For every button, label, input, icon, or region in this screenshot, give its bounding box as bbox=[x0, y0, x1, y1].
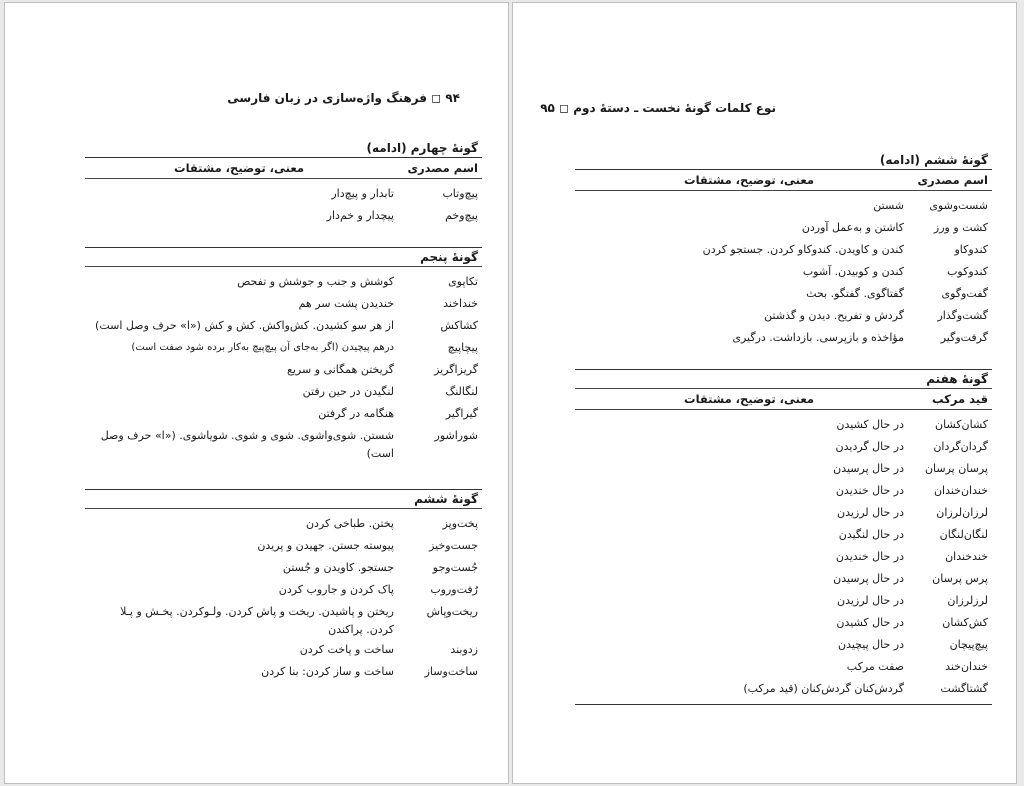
column-header-term: اسم مصدری bbox=[917, 173, 988, 187]
page-header: ۹۴ ◻ فرهنگ واژه‌سازی در زبان فارسی bbox=[227, 91, 460, 105]
section-title: گونهٔ پنجم bbox=[420, 250, 478, 264]
entry-term: خندان‌خندان bbox=[933, 484, 988, 497]
entry-row bbox=[575, 217, 992, 239]
entry-term: جُست‌وجو bbox=[432, 561, 478, 574]
entry-row bbox=[575, 502, 992, 524]
entry-term: پرسان پرسان bbox=[924, 462, 988, 475]
entry-term: شوراشور bbox=[434, 429, 478, 442]
entry-list bbox=[575, 191, 992, 349]
entry-term: لرزلرزان bbox=[947, 594, 988, 607]
entry-definition: از هر سو کشیدن. کش‌واکش. کش و کش («ا» حرف وصل است) bbox=[95, 319, 394, 332]
entry-row bbox=[575, 678, 992, 700]
entry-definition: لنگیدن در حین رفتن bbox=[302, 385, 394, 398]
entry-list bbox=[85, 509, 482, 683]
entry-term: پرس پرسان bbox=[932, 572, 988, 585]
entry-row bbox=[85, 425, 482, 463]
entry-term: گریزاگریز bbox=[434, 363, 478, 376]
entry-term: خنداخند bbox=[443, 297, 478, 310]
entry-definition: کوشش و جنب و جوشش و تفحص bbox=[237, 275, 394, 288]
section-title: گونهٔ چهارم (ادامه) bbox=[366, 141, 478, 155]
entry-term: پیچ‌پیچان bbox=[949, 638, 988, 651]
entry-definition: مؤاخذه و بازپرسی. بازداشت. درگیری bbox=[732, 331, 904, 344]
entry-term: کندوکوب bbox=[947, 265, 988, 278]
entry-row bbox=[85, 315, 482, 337]
entry-term: پخت‌وپز bbox=[442, 517, 478, 530]
entry-term: شست‌وشوی bbox=[929, 199, 988, 212]
section-type-4-continued bbox=[85, 139, 482, 227]
column-headers bbox=[575, 170, 992, 190]
entry-term: لنگان‌لنگان bbox=[939, 528, 988, 541]
entry-definition: در حال لنگیدن bbox=[838, 528, 904, 541]
entry-term: تکاپوی bbox=[448, 275, 478, 288]
entry-term: کشان‌کشان bbox=[935, 418, 988, 431]
entry-row bbox=[85, 183, 482, 205]
entry-term: ساخت‌وساز bbox=[424, 665, 478, 678]
entry-row bbox=[85, 661, 482, 683]
column-header-meaning: معنی، توضیح، مشتقات bbox=[684, 173, 814, 187]
entry-term: پیچ‌وخم bbox=[445, 209, 478, 222]
right-page bbox=[512, 2, 1017, 784]
entry-definition: کاشتن و به‌عمل آوردن bbox=[801, 221, 904, 234]
entry-row bbox=[85, 271, 482, 293]
entry-definition: ساخت و پاخت کردن bbox=[299, 643, 394, 656]
entry-row bbox=[575, 195, 992, 217]
entry-row bbox=[575, 414, 992, 436]
entry-term: کشت و ورز bbox=[933, 221, 988, 234]
entry-row bbox=[575, 261, 992, 283]
entry-term: خندخندان bbox=[945, 550, 988, 563]
entry-definition: جستجو. کاویدن و جُستن bbox=[282, 561, 394, 574]
entry-definition: ساخت و ساز کردن: بنا کردن bbox=[261, 665, 394, 678]
entry-definition: ریختن و پاشیدن. ریخت و پاش کردن. ولـوکردن. پخـش و پـلا کردن. پراکندن bbox=[120, 605, 394, 636]
column-header-term: قید مرکب bbox=[931, 392, 988, 406]
entry-definition: در حال کشیدن bbox=[836, 418, 904, 431]
entry-list bbox=[575, 410, 992, 700]
entry-definition: پختن. طباخی کردن bbox=[305, 517, 394, 530]
entry-definition: در حال پیچیدن bbox=[838, 638, 904, 651]
entry-term: گیراگیر bbox=[445, 407, 478, 420]
column-headers bbox=[575, 389, 992, 409]
entry-row bbox=[85, 601, 482, 639]
entry-definition: پیوسته جستن. جهیدن و پریدن bbox=[257, 539, 394, 552]
entry-definition: شستن. شوی‌واشوی. شوی و شوی. شویاشوی. («ا» حرف وصل است) bbox=[100, 429, 394, 460]
entry-row bbox=[575, 634, 992, 656]
column-headers bbox=[85, 158, 482, 178]
entry-definition: در حال لرزیدن bbox=[837, 594, 904, 607]
column-header-meaning: معنی، توضیح، مشتقات bbox=[684, 392, 814, 406]
entry-term: جست‌وخیز bbox=[429, 539, 478, 552]
entry-row bbox=[575, 656, 992, 678]
entry-definition: خندیدن پشت سر هم bbox=[298, 297, 394, 310]
entry-row bbox=[85, 403, 482, 425]
entry-term: گردان‌گردان bbox=[933, 440, 988, 453]
entry-row bbox=[85, 513, 482, 535]
entry-definition: در حال خندیدن bbox=[835, 484, 904, 497]
entry-term: زدوبند bbox=[450, 643, 478, 656]
page-header: نوع کلمات گونهٔ نخست ـ دستهٔ دوم ◻ ۹۵ bbox=[540, 101, 776, 115]
entry-term: کشاکش bbox=[440, 319, 478, 332]
entry-row bbox=[85, 639, 482, 661]
entry-definition: هنگامه در گرفتن bbox=[318, 407, 394, 420]
column-header-term: اسم مصدری bbox=[407, 161, 478, 175]
entry-row bbox=[85, 205, 482, 227]
entry-row bbox=[575, 480, 992, 502]
section-end-rule bbox=[575, 704, 992, 705]
entry-row bbox=[85, 381, 482, 403]
entry-definition: پاک کردن و جاروب کردن bbox=[278, 583, 394, 596]
entry-definition: در حال گردیدن bbox=[835, 440, 904, 453]
entry-term: ریخت‌وپاش bbox=[426, 605, 478, 618]
entry-row bbox=[575, 283, 992, 305]
entry-definition: کندن و کاویدن. کندوکاو کردن. جستجو کردن bbox=[702, 243, 904, 256]
entry-definition: گفتاگوی. گفتگو. بحث bbox=[806, 287, 904, 300]
entry-row bbox=[575, 305, 992, 327]
entry-definition: در حال کشیدن bbox=[836, 616, 904, 629]
entry-row bbox=[575, 590, 992, 612]
entry-row bbox=[575, 612, 992, 634]
entry-definition: گریختن همگانی و سریع bbox=[287, 363, 394, 376]
entry-row bbox=[575, 436, 992, 458]
entry-definition: در حال لرزیدن bbox=[837, 506, 904, 519]
entry-term: کندوکاو bbox=[954, 243, 988, 256]
entry-term: پیچ‌وتاب bbox=[442, 187, 478, 200]
section-type-5 bbox=[85, 247, 482, 463]
entry-term: پیچاپیچ bbox=[447, 341, 478, 354]
section-title: گونهٔ ششم bbox=[414, 492, 478, 506]
entry-term: گشتاگشت bbox=[940, 682, 988, 695]
section-type-7 bbox=[575, 369, 992, 705]
entry-definition: در حال پرسیدن bbox=[833, 462, 904, 475]
entry-definition: در حال پرسیدن bbox=[833, 572, 904, 585]
entry-row bbox=[575, 546, 992, 568]
entry-row bbox=[575, 458, 992, 480]
entry-row bbox=[85, 557, 482, 579]
entry-definition: پیچدار و خم‌دار bbox=[326, 209, 394, 222]
section-type-6-continued bbox=[575, 151, 992, 349]
entry-row bbox=[85, 579, 482, 601]
entry-definition: کندن و کوبیدن. آشوب bbox=[802, 265, 904, 278]
entry-term: لرزان‌لرزان bbox=[936, 506, 988, 519]
entry-term: گفت‌وگوی bbox=[941, 287, 988, 300]
section-title: گونهٔ ششم (ادامه) bbox=[879, 153, 988, 167]
entry-row bbox=[575, 568, 992, 590]
entry-row bbox=[85, 337, 482, 359]
entry-term: رُفت‌وروب bbox=[430, 583, 478, 596]
entry-row bbox=[575, 327, 992, 349]
entry-term: گرفت‌وگیر bbox=[940, 331, 988, 344]
entry-list bbox=[85, 179, 482, 227]
entry-row bbox=[575, 239, 992, 261]
entry-row bbox=[575, 524, 992, 546]
entry-definition: تابدار و پیچ‌دار bbox=[331, 187, 394, 200]
entry-term: کش‌کشان bbox=[942, 616, 988, 629]
entry-list bbox=[85, 267, 482, 463]
entry-definition: درهم پیچیدن (اگر به‌جای آن پیچ‌پیچ به‌کار برده شود صفت است) bbox=[131, 342, 394, 353]
entry-row bbox=[85, 293, 482, 315]
section-title: گونهٔ هفتم bbox=[926, 372, 988, 386]
entry-term: لنگالنگ bbox=[445, 385, 478, 398]
entry-term: خندان‌خند bbox=[945, 660, 988, 673]
left-page bbox=[4, 2, 509, 784]
entry-term: گشت‌وگذار bbox=[937, 309, 988, 322]
entry-definition: در حال خندیدن bbox=[835, 550, 904, 563]
entry-definition: صفت مرکب bbox=[846, 660, 904, 673]
entry-row bbox=[85, 359, 482, 381]
entry-definition: گردش‌کنان گردش‌کنان (قید مرکب) bbox=[743, 682, 904, 695]
entry-row bbox=[85, 535, 482, 557]
column-header-meaning: معنی، توضیح، مشتقات bbox=[174, 161, 304, 175]
section-type-6 bbox=[85, 489, 482, 683]
entry-definition: گردش و تفریح. دیدن و گذشتن bbox=[764, 309, 904, 322]
entry-definition: شستن bbox=[873, 199, 904, 212]
